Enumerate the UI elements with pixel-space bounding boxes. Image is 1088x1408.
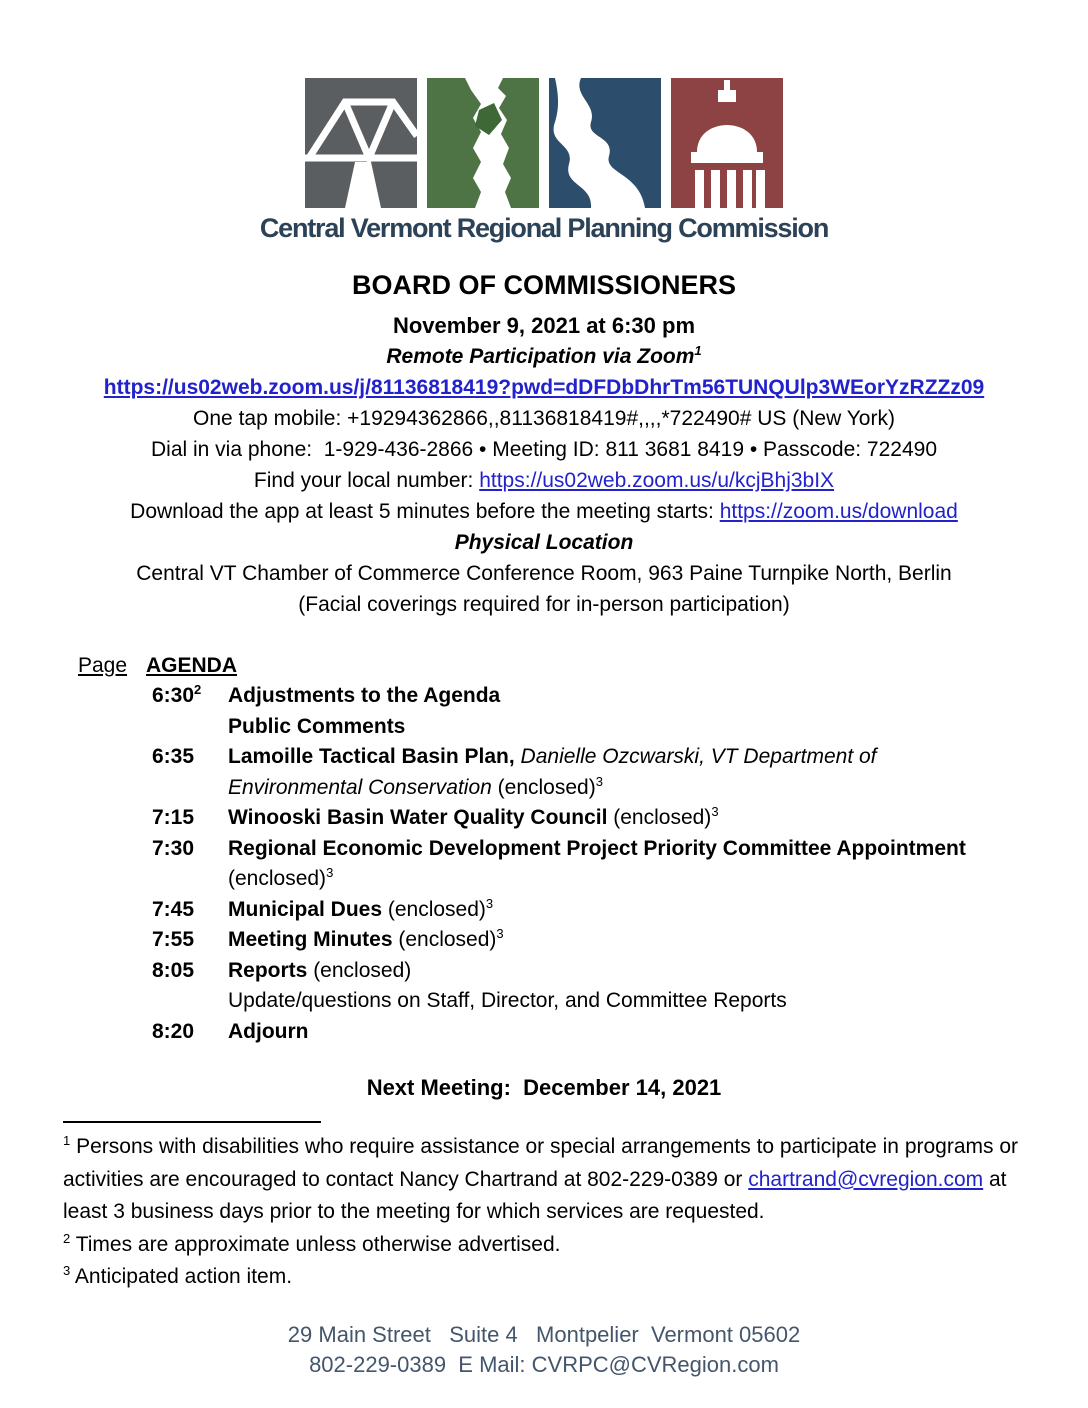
capitol-dome-icon (671, 78, 783, 208)
zoom-url-line (63, 372, 1025, 403)
agenda-head (78, 651, 1025, 681)
footnote-separator (63, 1121, 321, 1123)
agenda-item (152, 925, 1025, 956)
agenda-item-text: Municipal Dues (enclosed)$^3$ (228, 895, 494, 921)
remote-participation-label: Remote Participation via Zoom (386, 345, 695, 368)
agenda-item (152, 681, 1025, 712)
footnote-2 (63, 1229, 1025, 1262)
next-meeting: Next Meeting: December 14, 2021 (366, 1075, 722, 1100)
one-tap-line: One tap mobile: +19294362866,,81136818419#,,,,*722490# US (New York) (193, 407, 895, 430)
footnote-1-marker: 1 (63, 1133, 71, 1148)
location-line: Central VT Chamber of Commerce Conference Room, 963 Paine Turnpike North, Berlin (136, 562, 952, 585)
facial-covering-note: (Facial coverings required for in-person participation) (298, 593, 790, 616)
meeting-title: BOARD OF COMMISSIONERS (351, 270, 736, 300)
download-label: Download the app at least 5 minutes before the meeting starts: (130, 500, 720, 523)
local-number-label: Find your local number: (253, 469, 480, 492)
agenda-item-text: Lamoille Tactical Basin Plan, Danielle Ozcwarski, VT Department of Environmental Conservation (enclosed)$^3$ (228, 745, 877, 799)
footnote-ref-3: 3 (595, 773, 603, 789)
agenda-item (152, 742, 1025, 803)
time-text: 7:30 (152, 836, 195, 860)
agenda-item (152, 834, 1025, 895)
bridge-icon (305, 78, 417, 208)
page-footer (0, 1320, 1088, 1380)
agenda-item-time (152, 956, 228, 987)
dial-in-line: Dial in via phone: 1-929-436-2866 • Meeting ID: 811 3681 8419 • Passcode: 722490 (150, 438, 938, 461)
time-text: 8:05 (152, 958, 195, 982)
agenda-item (152, 1017, 1025, 1048)
footer-address: 29 Main Street Suite 4 Montpelier Vermont 05602 (287, 1322, 801, 1347)
zoom-meeting-link[interactable]: https://us02web.zoom.us/j/81136818419?pwd=dDFDbDhrTm56TUNQUlp3WEorYzRZZz09 (103, 376, 985, 399)
agenda-item (152, 956, 1025, 987)
page-column-label: Page (78, 654, 128, 677)
meeting-datetime: November 9, 2021 at 6:30 pm (392, 313, 696, 338)
time-text: 7:45 (152, 897, 195, 921)
agenda-heading: AGENDA (146, 654, 238, 677)
physical-location-heading: Physical Location (454, 531, 634, 554)
agenda-item (152, 803, 1025, 834)
footer-contact: 802-229-0389 E Mail: CVRPC@CVRegion.com (309, 1352, 779, 1377)
vermont-map-icon (427, 78, 539, 208)
agenda-item-time (152, 986, 228, 1017)
time-text: 6:30 (152, 684, 195, 707)
logo-panels (63, 78, 1025, 208)
time-text: 8:20 (152, 1019, 195, 1043)
agenda-item-time (152, 925, 228, 956)
time-text: 6:35 (152, 745, 195, 768)
local-number-link[interactable]: https://us02web.zoom.us/u/kcjBhj3bIX (479, 469, 835, 492)
agenda-item (152, 986, 1025, 1017)
footnote-3-text: Anticipated action item. (70, 1265, 293, 1288)
time-text: 7:15 (152, 806, 195, 829)
agenda-item-time (152, 895, 228, 926)
footnotes-section (63, 1131, 1025, 1294)
org-logo (63, 78, 1025, 245)
agenda-item (152, 895, 1025, 926)
agenda-item-text: Meeting Minutes (enclosed)$^3$ (228, 926, 504, 951)
footnote-1-text-after: at least 3 business days prior to the meeting for which services are requested. (63, 1167, 1007, 1223)
agenda-item-text: Adjustments to the Agenda (228, 684, 501, 707)
local-number-line (63, 465, 1025, 496)
agenda-item-time (152, 712, 228, 743)
footnote-ref-2: 2 (194, 682, 202, 697)
footnote-1 (63, 1131, 1025, 1229)
agenda-item-text: Adjourn (228, 1019, 309, 1043)
agenda-item-time (152, 742, 228, 803)
footnote-3 (63, 1261, 1025, 1294)
footnote-ref-1: 1 (694, 343, 702, 358)
agenda-item-text: Regional Economic Development Project Priority Committee Appointment (enclosed)$^3$ (228, 836, 966, 890)
org-name: Central Vermont Regional Planning Commission (259, 213, 829, 243)
footnote-3-marker: 3 (63, 1263, 71, 1278)
agenda-item-time (152, 1017, 228, 1048)
agenda-item-time (152, 803, 228, 834)
time-text: 7:55 (152, 928, 195, 951)
river-icon (549, 78, 661, 208)
footnote-2-text: Times are approximate unless otherwise advertised. (70, 1232, 561, 1256)
agenda-item-text: Update/questions on Staff, Director, and Committee Reports (228, 989, 787, 1012)
agenda-item-text: Winooski Basin Water Quality Council (enclosed)$^3$ (228, 804, 719, 829)
contact-email-link[interactable]: chartrand@cvregion.com (748, 1167, 984, 1191)
agenda-item-text: Public Comments (228, 714, 406, 738)
footnote-2-marker: 2 (63, 1230, 71, 1246)
download-line (63, 496, 1025, 527)
zoom-download-link[interactable]: https://zoom.us/download (719, 500, 958, 523)
agenda-item-time (152, 834, 228, 895)
meeting-header (63, 269, 1025, 620)
footnote-1-text: Persons with disabilities who require assistance or special arrangements to participate in programs or activities are encouraged to contact Nancy Chartrand at 802-229-0389 or (63, 1135, 1019, 1191)
remote-participation-line (63, 341, 1025, 372)
agenda-item (152, 712, 1025, 743)
agenda-item-time (152, 681, 228, 712)
agenda-item-text: Reports (enclosed) (228, 958, 412, 982)
agenda-section (63, 651, 1025, 1047)
